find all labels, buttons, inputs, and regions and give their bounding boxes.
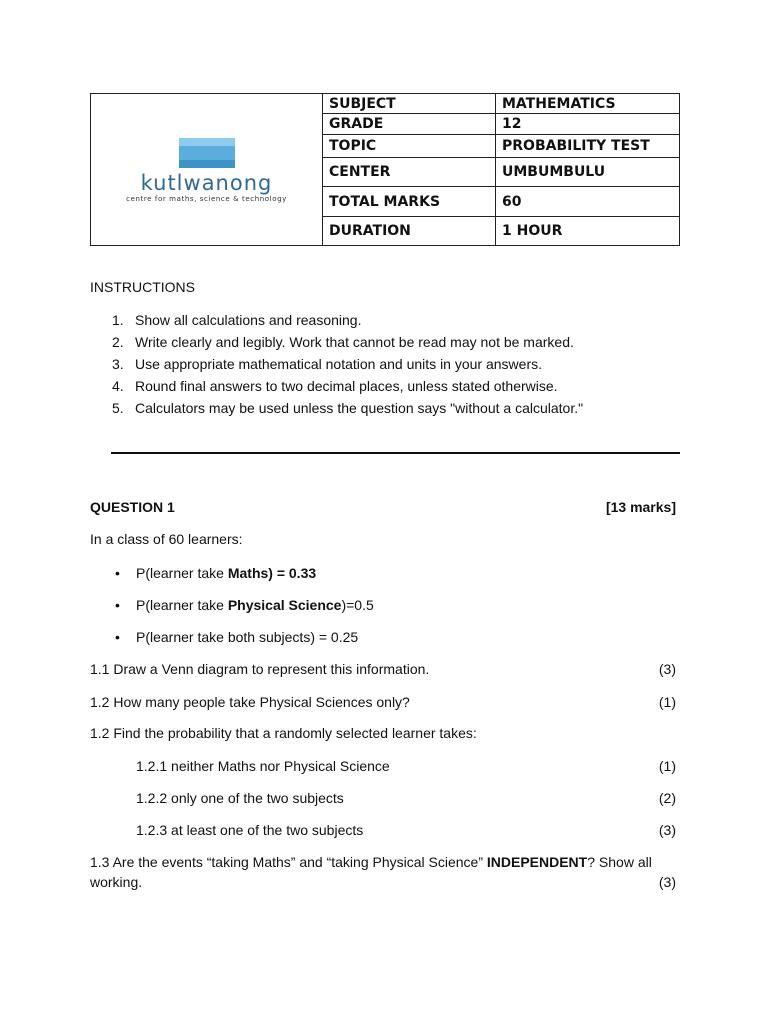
question-1-2a: 1.2 How many people take Physical Sciences only? xyxy=(90,694,410,710)
instructions-title: INSTRUCTIONS xyxy=(90,279,195,295)
header-value-center: UMBUMBULU xyxy=(496,158,680,187)
list-item xyxy=(90,355,583,377)
list-text: Write clearly and legibly. Work that cannot be read may not be marked. xyxy=(135,334,574,350)
list-item xyxy=(90,399,583,421)
bullet-symbol: • xyxy=(115,629,120,645)
mark-1-1: (3) xyxy=(658,661,676,677)
question-1-3: 1.3 Are the events “taking Maths” and “taking Physical Science” INDEPENDENT? Show all xyxy=(90,854,652,870)
logo-cell xyxy=(91,94,323,246)
header-value-topic: PROBABILITY TEST xyxy=(496,134,680,157)
question-title: QUESTION 1 xyxy=(90,499,175,515)
question-marks: [13 marks] xyxy=(605,499,676,515)
header-label-center: CENTER xyxy=(323,158,496,187)
list-text: Use appropriate mathematical notation and units in your answers. xyxy=(135,356,542,372)
mark-1-2-3: (3) xyxy=(658,822,676,838)
mark-1-3: (3) xyxy=(658,874,676,890)
bullet-maths: P(learner take Maths) = 0.33 xyxy=(136,565,317,581)
header-value-total-marks: 60 xyxy=(496,186,680,217)
question-1-3-line2: working. xyxy=(90,874,143,890)
header-label-subject: SUBJECT xyxy=(323,94,496,114)
header-label-topic: TOPIC xyxy=(323,134,496,157)
question-1-2b: 1.2 Find the probability that a randomly selected learner takes: xyxy=(90,725,477,741)
list-text: Calculators may be used unless the question says "without a calculator." xyxy=(135,400,584,416)
list-text: Round final answers to two decimal places, unless stated otherwise. xyxy=(135,378,558,394)
question-1-2-2: 1.2.2 only one of the two subjects xyxy=(136,790,344,806)
header-value-grade: 12 xyxy=(496,114,680,134)
header-value-duration: 1 HOUR xyxy=(496,217,680,246)
list-number: 4. xyxy=(112,378,124,394)
list-number: 2. xyxy=(112,334,124,350)
logo-tagline: centre for maths, science & technology xyxy=(126,195,287,203)
bullet-symbol: • xyxy=(115,597,120,613)
bullet-both: P(learner take both subjects) = 0.25 xyxy=(136,629,359,645)
list-number: 5. xyxy=(112,400,124,416)
question-1-2-1: 1.2.1 neither Maths nor Physical Science xyxy=(136,758,390,774)
question-1-2-3: 1.2.3 at least one of the two subjects xyxy=(136,822,364,838)
instructions-list xyxy=(90,311,583,421)
list-number: 1. xyxy=(112,312,124,328)
header-label-total-marks: TOTAL MARKS xyxy=(323,186,496,217)
logo-name: kutlwanong xyxy=(140,171,273,195)
section-divider xyxy=(111,452,680,454)
list-item xyxy=(90,377,583,399)
bullet-physical-science: P(learner take Physical Science)=0.5 xyxy=(136,597,374,613)
header-label-duration: DURATION xyxy=(323,217,496,246)
list-item xyxy=(90,333,583,355)
header-label-grade: GRADE xyxy=(323,114,496,134)
header-table xyxy=(90,93,680,246)
header-value-subject: MATHEMATICS xyxy=(496,94,680,114)
question-intro: In a class of 60 learners: xyxy=(90,531,243,547)
question-1-1: 1.1 Draw a Venn diagram to represent this information. xyxy=(90,661,430,677)
bullet-symbol: • xyxy=(115,565,120,581)
mark-1-2-2: (2) xyxy=(658,790,676,806)
list-text: Show all calculations and reasoning. xyxy=(135,312,362,328)
mark-1-2-1: (1) xyxy=(658,758,676,774)
list-item xyxy=(90,311,583,333)
list-number: 3. xyxy=(112,356,124,372)
kutlwanong-logo xyxy=(91,136,322,203)
mark-1-2a: (1) xyxy=(658,694,676,710)
cube-icon xyxy=(177,136,237,170)
